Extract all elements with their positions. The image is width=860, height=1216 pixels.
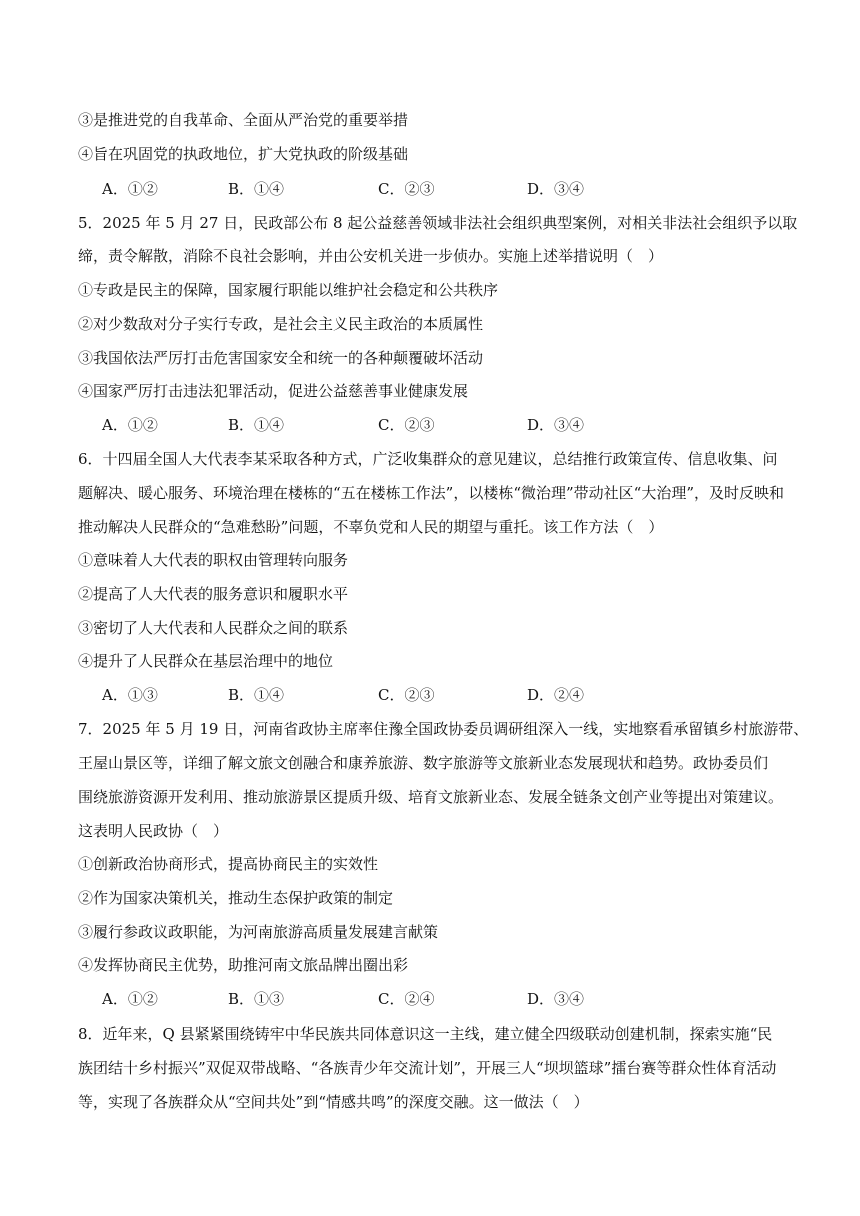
q4-option-b[interactable]: B．①④ (228, 180, 285, 198)
q5-statement-1: ①专政是民主的保障，国家履行职能以维护社会稳定和公共秩序 (78, 281, 499, 299)
q7-statement-1: ①创新政治协商形式，提高协商民主的实效性 (78, 855, 379, 873)
q5-option-c[interactable]: C．②③ (378, 416, 435, 434)
q5-stem-line-1: 5．2025 年 5 月 27 日，民政部公布 8 起公益慈善领域非法社会组织典型案例，对相关非法社会组织予以取 (78, 214, 798, 232)
q5-statement-2: ②对少数敌对分子实行专政，是社会主义民主政治的本质属性 (78, 315, 484, 333)
q7-statement-4: ④发挥协商民主优势，助推河南文旅品牌出圈出彩 (78, 956, 409, 974)
q6-statement-2: ②提高了人大代表的服务意识和履职水平 (78, 585, 349, 603)
q5-options (102, 415, 802, 435)
q4-option-a[interactable]: A．①② (102, 180, 158, 198)
q6-option-b[interactable]: B．①④ (228, 686, 285, 704)
q6-option-a[interactable]: A．①③ (102, 686, 158, 704)
q7-stem-line-2: 王屋山景区等，详细了解文旅文创融合和康养旅游、数字旅游等文旅新业态发展现状和趋势。政协委员们 (78, 754, 769, 772)
q6-statement-4: ④提升了人民群众在基层治理中的地位 (78, 652, 334, 670)
q7-options (102, 989, 802, 1009)
q6-options (102, 685, 802, 705)
q7-stem-line-1: 7．2025 年 5 月 19 日，河南省政协主席率住豫全国政协委员调研组深入一线，实地察看承留镇乡村旅游带、 (78, 720, 809, 738)
q5-stem-line-2: 缔，责令解散，消除不良社会影响，并由公安机关进一步侦办。实施上述举措说明（ ） (78, 247, 664, 265)
q7-option-d[interactable]: D．③④ (527, 990, 585, 1008)
q5-statement-3: ③我国依法严厉打击危害国家安全和统一的各种颠覆破坏活动 (78, 349, 484, 367)
q7-statement-3: ③履行参政议政职能，为河南旅游高质量发展建言献策 (78, 923, 439, 941)
q5-option-a[interactable]: A．①② (102, 416, 158, 434)
q6-option-d[interactable]: D．②④ (527, 686, 585, 704)
q6-stem-line-3: 推动解决人民群众的“急难愁盼”问题，不辜负党和人民的期望与重托。该工作方法（ ） (78, 518, 664, 536)
q7-stem-line-3: 围绕旅游资源开发利用、推动旅游景区提质升级、培育文旅新业态、发展全链条文创产业等提出对策建议。 (78, 788, 784, 806)
q4-statement-4: ④旨在巩固党的执政地位，扩大党执政的阶级基础 (78, 145, 409, 163)
q5-option-d[interactable]: D．③④ (527, 416, 585, 434)
q6-stem-line-1: 6．十四届全国人大代表李某采取各种方式，广泛收集群众的意见建议，总结推行政策宣传、信息收集、问 (78, 450, 778, 468)
q4-statement-3: ③是推进党的自我革命、全面从严治党的重要举措 (78, 111, 409, 129)
q7-stem-line-4: 这表明人民政协（ ） (78, 822, 229, 840)
q4-options (102, 179, 802, 199)
q8-stem-line-1: 8．近年来，Q 县紧紧围绕铸牢中华民族共同体意识这一主线，建立健全四级联动创建机制，探索实施“民 (78, 1025, 773, 1043)
q8-stem-line-3: 等，实现了各族群众从“空间共处”到“情感共鸣”的深度交融。这一做法（ ） (78, 1093, 589, 1111)
q6-statement-1: ①意味着人大代表的职权由管理转向服务 (78, 551, 349, 569)
q6-stem-line-2: 题解决、暖心服务、环境治理在楼栋的“五在楼栋工作法”，以楼栋“微治理”带动社区“大治理”，及时反映和 (78, 484, 785, 502)
q4-option-d[interactable]: D．③④ (527, 180, 585, 198)
q4-option-c[interactable]: C．②③ (378, 180, 435, 198)
q8-stem-line-2: 族团结十乡村振兴”双促双带战略、“各族青少年交流计划”，开展三人“坝坝篮球”擂台赛等群众性体育活动 (78, 1059, 777, 1077)
q7-option-a[interactable]: A．①② (102, 990, 158, 1008)
q5-statement-4: ④国家严厉打击违法犯罪活动，促进公益慈善事业健康发展 (78, 382, 469, 400)
q6-option-c[interactable]: C．②③ (378, 686, 435, 704)
q7-option-c[interactable]: C．②④ (378, 990, 435, 1008)
q6-statement-3: ③密切了人大代表和人民群众之间的联系 (78, 619, 349, 637)
q7-statement-2: ②作为国家决策机关，推动生态保护政策的制定 (78, 889, 394, 907)
q7-option-b[interactable]: B．①③ (228, 990, 285, 1008)
q5-option-b[interactable]: B．①④ (228, 416, 285, 434)
